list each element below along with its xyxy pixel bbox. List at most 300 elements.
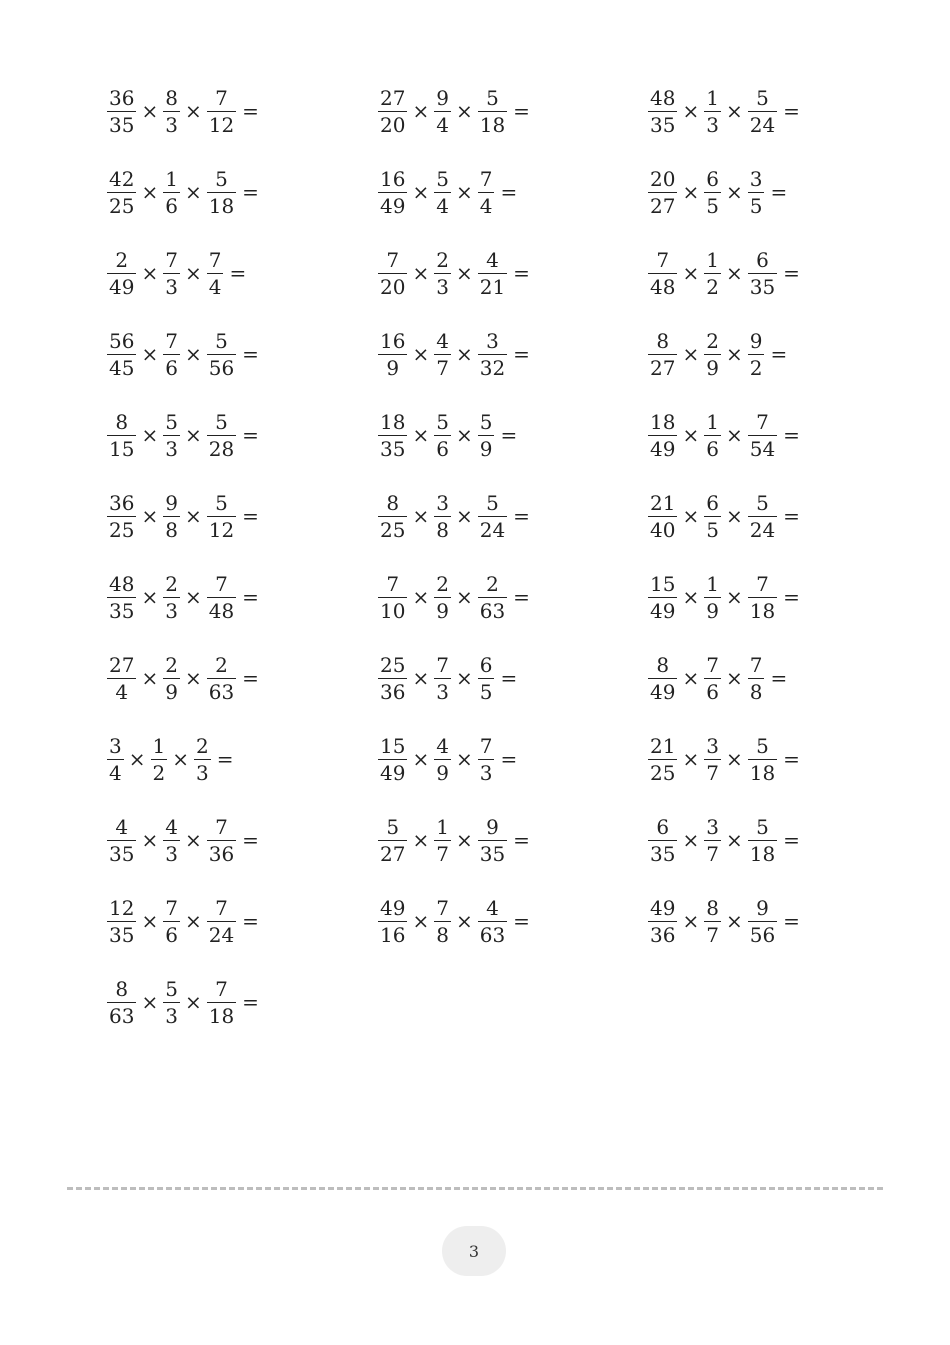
problem-item [378,246,530,327]
equals-sign: = [242,342,259,366]
times-sign: × [141,342,159,366]
numerator: 2 [436,571,449,596]
fraction [434,897,451,946]
fraction [107,249,136,298]
times-sign: × [682,99,700,123]
numerator: 7 [479,166,493,191]
denominator: 35 [650,841,676,866]
equals-sign: = [783,909,800,933]
fraction-expression [107,894,259,948]
problem-item [378,84,530,165]
denominator: 63 [208,679,235,704]
numerator: 2 [115,247,129,272]
times-sign: × [455,99,473,123]
fraction [207,87,236,136]
times-sign: × [184,585,202,609]
fraction-expression [378,813,530,867]
times-sign: × [725,342,743,366]
fraction [163,249,180,298]
denominator: 40 [650,517,676,542]
times-sign: × [455,180,473,204]
fraction [207,573,236,622]
numerator: 7 [386,571,400,596]
problem-item [648,408,800,489]
problem-item [107,732,259,813]
numerator: 4 [436,328,449,353]
fraction [748,735,777,784]
denominator: 18 [208,193,235,218]
times-sign: × [141,828,159,852]
problem-item [107,894,259,975]
numerator: 7 [436,652,449,677]
fraction [478,654,495,703]
fraction [107,330,136,379]
fraction-expression [378,732,517,786]
fraction [163,168,180,217]
numerator: 9 [436,85,449,110]
denominator: 63 [479,922,506,947]
denominator: 9 [706,598,719,623]
fraction [434,249,451,298]
fraction [207,411,236,460]
numerator: 16 [380,166,406,191]
equals-sign: = [242,666,259,690]
equals-sign: = [783,423,800,447]
fraction-expression [378,894,530,948]
denominator: 9 [165,679,178,704]
denominator: 24 [749,112,776,137]
denominator: 2 [706,274,719,299]
fraction [107,735,124,784]
times-sign: × [455,261,473,285]
fraction [648,735,677,784]
fraction [748,897,777,946]
denominator: 3 [165,841,178,866]
problem-item [378,813,530,894]
denominator: 3 [165,112,178,137]
fraction-expression [648,732,800,786]
denominator: 27 [380,841,406,866]
fraction [704,330,721,379]
numerator: 21 [650,733,676,758]
problem-column-3 [648,84,800,975]
denominator: 24 [208,922,235,947]
denominator: 9 [436,598,449,623]
fraction [648,492,677,541]
times-sign: × [412,666,430,690]
equals-sign: = [229,261,247,285]
numerator: 2 [436,247,449,272]
denominator: 28 [208,436,235,461]
equals-sign: = [770,180,788,204]
equals-sign: = [783,99,800,123]
numerator: 7 [749,652,763,677]
fraction [748,168,765,217]
numerator: 3 [486,328,499,353]
numerator: 8 [656,328,670,353]
fraction [378,654,407,703]
equals-sign: = [513,99,530,123]
times-sign: × [141,261,159,285]
numerator: 8 [115,976,129,1001]
fraction [748,411,777,460]
fraction [478,87,507,136]
numerator: 7 [436,895,449,920]
denominator: 7 [436,841,449,866]
fraction [704,816,721,865]
numerator: 9 [165,490,178,515]
times-sign: × [725,909,743,933]
numerator: 27 [380,85,406,110]
denominator: 25 [380,517,406,542]
equals-sign: = [513,342,530,366]
numerator: 5 [215,166,228,191]
fraction [478,411,495,460]
fraction [478,249,507,298]
times-sign: × [682,423,700,447]
times-sign: × [184,666,202,690]
numerator: 21 [650,490,676,515]
numerator: 1 [706,85,719,110]
numerator: 36 [109,85,135,110]
denominator: 48 [650,274,676,299]
times-sign: × [412,423,430,447]
times-sign: × [682,666,700,690]
denominator: 35 [109,841,135,866]
numerator: 5 [436,409,449,434]
equals-sign: = [783,261,800,285]
equals-sign: = [783,504,800,528]
fraction [163,330,180,379]
problem-item [378,651,530,732]
times-sign: × [725,504,743,528]
numerator: 1 [706,409,719,434]
fraction [378,897,407,946]
fraction [107,978,136,1027]
numerator: 48 [109,571,135,596]
equals-sign: = [216,747,234,771]
denominator: 24 [749,517,776,542]
numerator: 20 [650,166,676,191]
denominator: 3 [165,598,178,623]
times-sign: × [141,423,159,447]
times-sign: × [412,909,430,933]
fraction [478,573,507,622]
times-sign: × [184,504,202,528]
denominator: 7 [706,922,719,947]
fraction [378,573,407,622]
denominator: 35 [650,112,676,137]
numerator: 27 [109,652,135,677]
denominator: 25 [650,760,676,785]
equals-sign: = [513,909,530,933]
fraction [107,654,136,703]
times-sign: × [682,909,700,933]
times-sign: × [455,666,473,690]
denominator: 15 [109,436,135,461]
numerator: 6 [656,814,670,839]
times-sign: × [141,180,159,204]
equals-sign: = [242,99,259,123]
numerator: 1 [165,166,178,191]
numerator: 7 [165,328,178,353]
denominator: 56 [208,355,235,380]
fraction-expression [107,570,259,624]
numerator: 3 [436,490,449,515]
problem-item [378,165,530,246]
fraction [151,735,168,784]
numerator: 4 [115,814,129,839]
fraction-expression [648,84,800,138]
numerator: 8 [656,652,670,677]
problem-item [648,246,800,327]
problem-item [648,732,800,813]
fraction-expression [107,327,259,381]
fraction [478,168,495,217]
page-number: 3 [468,1241,480,1261]
fraction-expression [378,246,530,300]
denominator: 3 [165,274,178,299]
denominator: 18 [208,1003,235,1028]
times-sign: × [172,747,189,771]
numerator: 7 [706,652,719,677]
times-sign: × [455,828,473,852]
problem-item [107,246,259,327]
denominator: 4 [479,193,493,218]
fraction [704,654,721,703]
denominator: 3 [436,274,449,299]
fraction [648,897,677,946]
times-sign: × [725,585,743,609]
times-sign: × [725,828,743,852]
fraction [704,411,721,460]
times-sign: × [184,342,202,366]
numerator: 5 [756,733,769,758]
denominator: 35 [109,922,135,947]
fraction [434,492,451,541]
times-sign: × [412,99,430,123]
fraction-expression [378,570,530,624]
denominator: 35 [749,274,776,299]
times-sign: × [412,828,430,852]
denominator: 35 [380,436,406,461]
numerator: 7 [165,247,178,272]
numerator: 2 [486,571,499,596]
numerator: 6 [706,166,719,191]
equals-sign: = [242,504,259,528]
problem-item [107,570,259,651]
denominator: 49 [650,436,676,461]
fraction [378,816,407,865]
fraction [648,87,677,136]
fraction-expression [107,975,259,1029]
fraction-expression [378,84,530,138]
times-sign: × [184,180,202,204]
denominator: 35 [479,841,506,866]
denominator: 9 [706,355,719,380]
fraction [207,330,236,379]
times-sign: × [412,342,430,366]
problem-column-2 [378,84,530,975]
numerator: 5 [165,409,178,434]
denominator: 4 [208,274,222,299]
times-sign: × [141,666,159,690]
numerator: 9 [749,328,763,353]
denominator: 49 [650,598,676,623]
fraction [748,654,765,703]
denominator: 18 [749,841,776,866]
numerator: 6 [706,490,719,515]
numerator: 8 [115,409,129,434]
fraction [107,816,136,865]
equals-sign: = [242,180,259,204]
numerator: 1 [436,814,449,839]
fraction [378,330,407,379]
fraction-expression [378,408,517,462]
fraction [748,573,777,622]
problem-item [107,84,259,165]
times-sign: × [455,585,473,609]
numerator: 4 [486,247,499,272]
times-sign: × [455,342,473,366]
problem-item [107,327,259,408]
times-sign: × [682,180,700,204]
denominator: 63 [479,598,506,623]
denominator: 3 [196,760,209,785]
numerator: 42 [109,166,135,191]
numerator: 8 [165,85,178,110]
denominator: 8 [165,517,178,542]
page-number-badge [442,1226,506,1276]
fraction-expression [648,165,787,219]
numerator: 48 [650,85,676,110]
times-sign: × [184,261,202,285]
equals-sign: = [513,828,530,852]
times-sign: × [412,261,430,285]
fraction [163,411,180,460]
problem-item [107,489,259,570]
times-sign: × [455,504,473,528]
times-sign: × [141,585,159,609]
denominator: 8 [749,679,763,704]
denominator: 18 [479,112,506,137]
fraction [107,492,136,541]
times-sign: × [141,990,159,1014]
numerator: 6 [479,652,493,677]
fraction [163,978,180,1027]
denominator: 7 [436,355,449,380]
fraction-expression [107,246,246,300]
denominator: 25 [109,517,135,542]
times-sign: × [725,747,743,771]
denominator: 35 [109,598,135,623]
problem-item [648,651,800,732]
times-sign: × [412,180,430,204]
denominator: 20 [380,112,406,137]
fraction [478,735,495,784]
fraction-expression [378,327,530,381]
times-sign: × [682,261,700,285]
numerator: 5 [486,490,499,515]
numerator: 5 [756,490,769,515]
denominator: 2 [152,760,166,785]
fraction [434,816,451,865]
fraction-expression [107,651,259,705]
fraction [378,411,407,460]
numerator: 5 [486,85,499,110]
numerator: 7 [215,895,228,920]
times-sign: × [725,666,743,690]
equals-sign: = [770,666,788,690]
fraction-expression [378,489,530,543]
times-sign: × [184,423,202,447]
fraction [748,249,777,298]
times-sign: × [141,99,159,123]
fraction [207,492,236,541]
problem-item [648,84,800,165]
fraction [207,816,236,865]
fraction-expression [378,165,517,219]
fraction [163,816,180,865]
numerator: 7 [165,895,178,920]
equals-sign: = [500,666,518,690]
fraction [704,573,721,622]
fraction [378,735,407,784]
denominator: 8 [436,517,449,542]
numerator: 5 [215,409,228,434]
denominator: 16 [380,922,406,947]
numerator: 8 [386,490,400,515]
equals-sign: = [783,828,800,852]
numerator: 7 [215,814,228,839]
times-sign: × [141,909,159,933]
fraction [704,735,721,784]
fraction [107,573,136,622]
times-sign: × [184,990,202,1014]
denominator: 3 [479,760,493,785]
times-sign: × [412,747,430,771]
numerator: 7 [656,247,670,272]
fraction [704,897,721,946]
fraction-expression [648,489,800,543]
numerator: 49 [650,895,676,920]
times-sign: × [455,423,473,447]
problem-item [648,894,800,975]
fraction [434,330,451,379]
fraction-expression [107,408,259,462]
denominator: 18 [749,760,776,785]
numerator: 9 [486,814,499,839]
denominator: 7 [706,841,719,866]
denominator: 7 [706,760,719,785]
numerator: 5 [215,490,228,515]
numerator: 18 [380,409,406,434]
problem-item [107,813,259,894]
denominator: 3 [165,1003,178,1028]
fraction [207,654,236,703]
fraction [478,816,507,865]
fraction-expression [107,165,259,219]
fraction [107,897,136,946]
numerator: 5 [165,976,178,1001]
fraction [648,168,677,217]
denominator: 36 [380,679,406,704]
denominator: 25 [109,193,135,218]
equals-sign: = [500,423,518,447]
denominator: 63 [109,1003,135,1028]
denominator: 36 [650,922,676,947]
denominator: 5 [706,193,719,218]
